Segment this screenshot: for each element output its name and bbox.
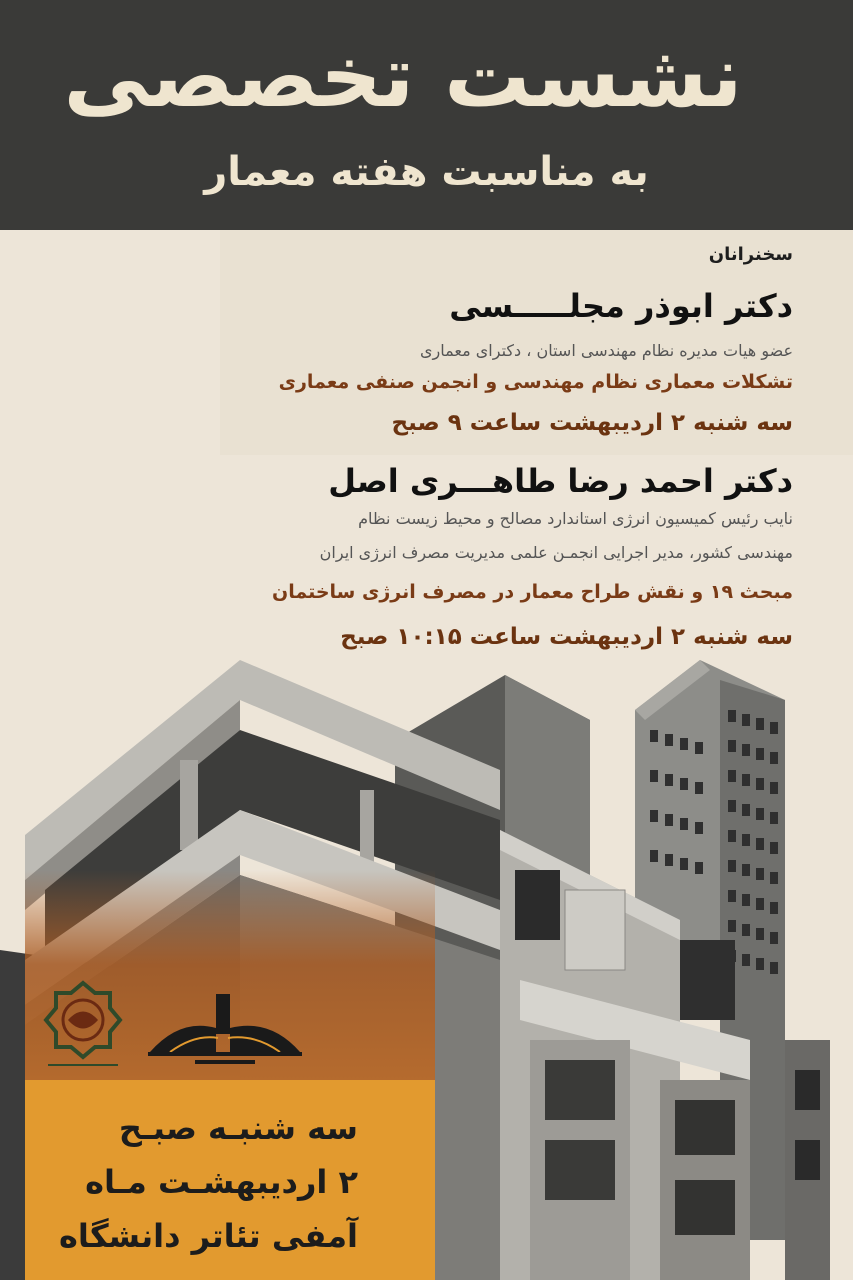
event-day-time: سه شنبـه صبـح xyxy=(118,1109,358,1147)
speaker-2-topic: مبحث ۱۹ و نقش طراح معمار در مصرف انرژی ساختمان xyxy=(271,581,793,603)
event-date: ۲ اردیبهشـت مـاه xyxy=(85,1163,358,1201)
sepehr-architecture-logo xyxy=(140,990,310,1070)
speaker-1-name: دکتر ابوذر مجلـــــسی xyxy=(449,287,793,325)
poster-title: نشست تخصصی xyxy=(63,27,743,127)
speaker-2-role-line1: نایب رئیس کمیسیون انرژی استاندارد مصالح و محیط زیست نظام xyxy=(358,509,793,528)
culture-deputy-logo xyxy=(38,965,128,1075)
header-bar xyxy=(0,0,853,230)
speaker-1-role: عضو هیات مدیره نظام مهندسی استان ، دکترای معماری xyxy=(420,341,793,360)
speakers-label: سخنرانان xyxy=(708,244,793,265)
speaker-1-time: سه شنبه ۲ اردیبهشت ساعت ۹ صبح xyxy=(391,410,793,436)
speaker-2-time: سه شنبه ۲ اردیبهشت ساعت ۱۰:۱۵ صبح xyxy=(340,624,793,650)
speaker-2-name: دکتر احمد رضا طاهـــری اصل xyxy=(328,462,793,500)
poster-subtitle: به مناسبت هفته معمار xyxy=(204,149,649,195)
event-venue: آمفی تئاتر دانشگاه xyxy=(59,1217,358,1255)
speaker-2-role-line2: مهندسی کشور، مدیر اجرایی انجمـن علمی مدیریت مصرف انرژی ایران xyxy=(319,543,793,562)
speaker-1-organization: تشکلات معماری نظام مهندسی و انجمن صنفی معماری xyxy=(278,371,793,393)
